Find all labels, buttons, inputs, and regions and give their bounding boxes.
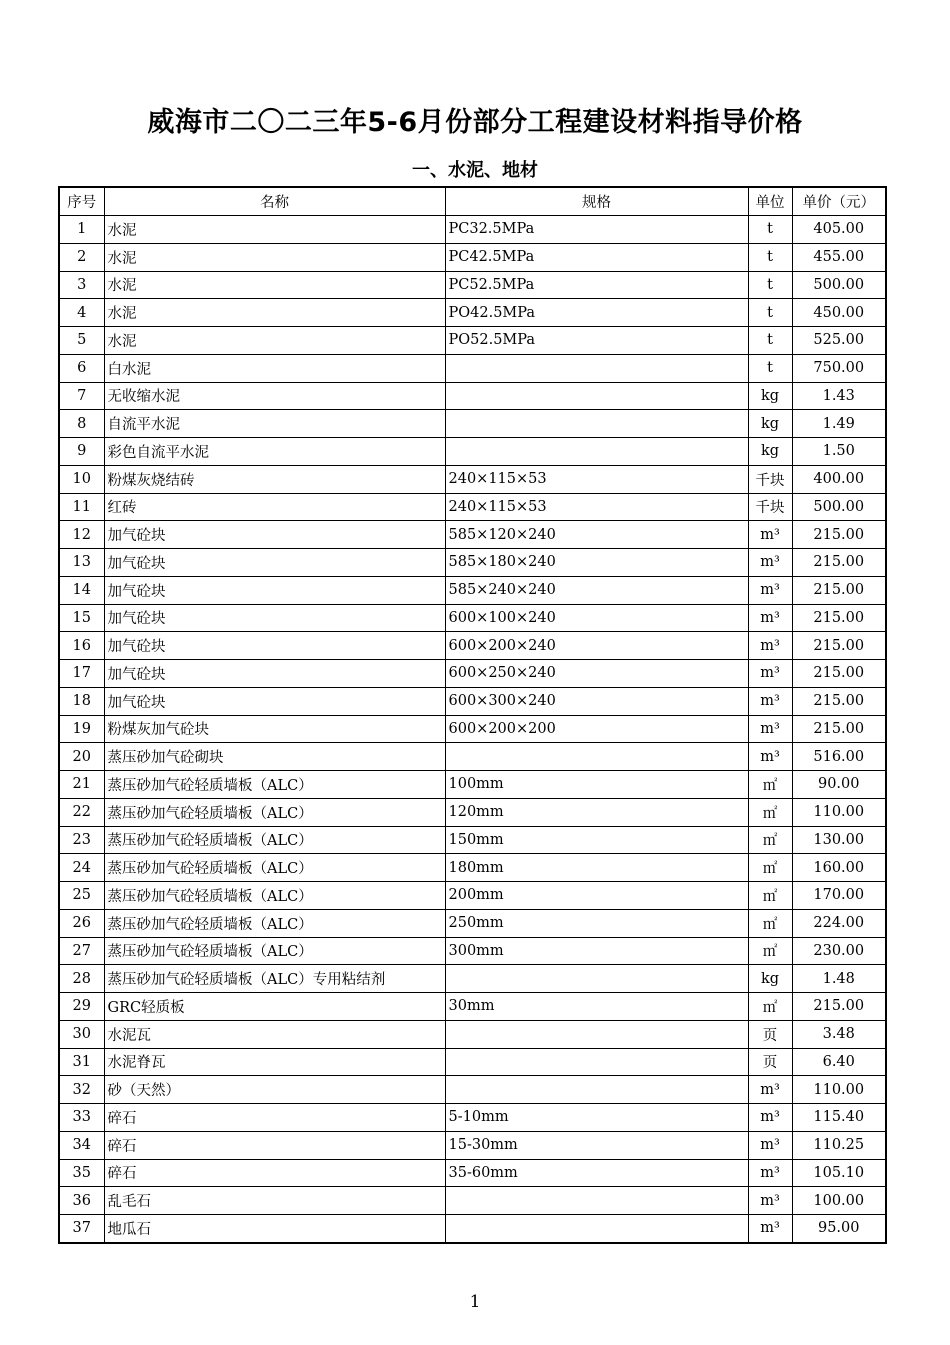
cell-spec (445, 1215, 748, 1243)
cell-no: 33 (59, 1104, 104, 1132)
cell-unit: ㎡ (748, 854, 792, 882)
cell-unit: m³ (748, 1187, 792, 1215)
cell-name: 蒸压砂加气砼轻质墙板（ALC） (104, 854, 445, 882)
cell-no: 3 (59, 271, 104, 299)
table-row (59, 715, 886, 743)
header-price: 单价（元） (792, 187, 886, 216)
cell-price: 500.00 (792, 271, 886, 299)
cell-price: 215.00 (792, 687, 886, 715)
cell-price: 525.00 (792, 327, 886, 355)
cell-spec (445, 354, 748, 382)
cell-no: 27 (59, 937, 104, 965)
cell-price: 500.00 (792, 493, 886, 521)
cell-spec: 100mm (445, 771, 748, 799)
cell-price: 230.00 (792, 937, 886, 965)
cell-no: 4 (59, 299, 104, 327)
table-row (59, 1104, 886, 1132)
table-row (59, 465, 886, 493)
table-row (59, 1159, 886, 1187)
cell-spec: 240×115×53 (445, 493, 748, 521)
cell-name: 乱毛石 (104, 1187, 445, 1215)
cell-price: 215.00 (792, 604, 886, 632)
cell-unit: t (748, 271, 792, 299)
cell-unit: kg (748, 965, 792, 993)
cell-no: 5 (59, 327, 104, 355)
cell-spec: 150mm (445, 826, 748, 854)
cell-spec: 15-30mm (445, 1131, 748, 1159)
header-name: 名称 (104, 187, 445, 216)
cell-price: 110.00 (792, 1076, 886, 1104)
cell-price: 90.00 (792, 771, 886, 799)
cell-name: 无收缩水泥 (104, 382, 445, 410)
cell-spec: 250mm (445, 909, 748, 937)
table-row (59, 604, 886, 632)
cell-unit: m³ (748, 660, 792, 688)
cell-price: 215.00 (792, 632, 886, 660)
cell-price: 100.00 (792, 1187, 886, 1215)
document-title: 威海市二〇二三年5-6月份部分工程建设材料指导价格 (147, 107, 803, 138)
cell-spec: 5-10mm (445, 1104, 748, 1132)
table-row (59, 1076, 886, 1104)
cell-unit: m³ (748, 632, 792, 660)
cell-price: 1.43 (792, 382, 886, 410)
cell-price: 115.40 (792, 1104, 886, 1132)
cell-unit: t (748, 327, 792, 355)
cell-unit: ㎡ (748, 798, 792, 826)
cell-unit: m³ (748, 743, 792, 771)
cell-name: 加气砼块 (104, 660, 445, 688)
cell-name: 加气砼块 (104, 521, 445, 549)
cell-spec: 30mm (445, 993, 748, 1021)
cell-no: 22 (59, 798, 104, 826)
cell-price: 224.00 (792, 909, 886, 937)
cell-name: 自流平水泥 (104, 410, 445, 438)
cell-name: 蒸压砂加气砼砌块 (104, 743, 445, 771)
cell-name: 彩色自流平水泥 (104, 438, 445, 466)
cell-unit: t (748, 216, 792, 244)
price-table (58, 186, 887, 1244)
cell-no: 29 (59, 993, 104, 1021)
cell-name: 水泥 (104, 327, 445, 355)
cell-name: 蒸压砂加气砼轻质墙板（ALC） (104, 909, 445, 937)
cell-unit: kg (748, 382, 792, 410)
cell-price: 110.00 (792, 798, 886, 826)
cell-spec: 120mm (445, 798, 748, 826)
table-row (59, 354, 886, 382)
cell-spec (445, 1187, 748, 1215)
cell-name: 碎石 (104, 1159, 445, 1187)
cell-price: 1.48 (792, 965, 886, 993)
cell-name: 蒸压砂加气砼轻质墙板（ALC） (104, 882, 445, 910)
cell-no: 28 (59, 965, 104, 993)
cell-spec: PO42.5MPa (445, 299, 748, 327)
cell-no: 7 (59, 382, 104, 410)
cell-unit: 千块 (748, 465, 792, 493)
cell-no: 10 (59, 465, 104, 493)
cell-price: 160.00 (792, 854, 886, 882)
cell-price: 750.00 (792, 354, 886, 382)
cell-price: 105.10 (792, 1159, 886, 1187)
table-row (59, 327, 886, 355)
cell-spec: 600×250×240 (445, 660, 748, 688)
cell-unit: m³ (748, 521, 792, 549)
cell-price: 110.25 (792, 1131, 886, 1159)
cell-unit: t (748, 354, 792, 382)
cell-unit: ㎡ (748, 909, 792, 937)
cell-no: 25 (59, 882, 104, 910)
cell-spec: 600×100×240 (445, 604, 748, 632)
cell-unit: 页 (748, 1048, 792, 1076)
cell-spec: 180mm (445, 854, 748, 882)
header-no: 序号 (59, 187, 104, 216)
table-row (59, 937, 886, 965)
cell-name: 红砖 (104, 493, 445, 521)
cell-name: 地瓜石 (104, 1215, 445, 1243)
cell-unit: t (748, 243, 792, 271)
cell-no: 1 (59, 216, 104, 244)
cell-unit: m³ (748, 1131, 792, 1159)
cell-spec: PO52.5MPa (445, 327, 748, 355)
cell-unit: m³ (748, 1104, 792, 1132)
cell-spec (445, 438, 748, 466)
cell-name: 粉煤灰加气砼块 (104, 715, 445, 743)
cell-spec: 600×300×240 (445, 687, 748, 715)
cell-no: 17 (59, 660, 104, 688)
table-row (59, 687, 886, 715)
page-number: 1 (469, 1292, 481, 1312)
cell-price: 215.00 (792, 993, 886, 1021)
cell-spec: 585×180×240 (445, 549, 748, 577)
table-row (59, 909, 886, 937)
table-row (59, 1215, 886, 1243)
cell-no: 13 (59, 549, 104, 577)
cell-spec: PC32.5MPa (445, 216, 748, 244)
section-title: 一、水泥、地材 (412, 160, 538, 181)
table-row (59, 854, 886, 882)
cell-unit: ㎡ (748, 937, 792, 965)
table-row (59, 299, 886, 327)
cell-price: 215.00 (792, 549, 886, 577)
cell-no: 37 (59, 1215, 104, 1243)
cell-name: 加气砼块 (104, 632, 445, 660)
cell-no: 32 (59, 1076, 104, 1104)
table-row (59, 965, 886, 993)
table-row (59, 632, 886, 660)
cell-unit: m³ (748, 576, 792, 604)
cell-name: 蒸压砂加气砼轻质墙板（ALC） (104, 937, 445, 965)
cell-price: 215.00 (792, 715, 886, 743)
table-row (59, 382, 886, 410)
cell-price: 516.00 (792, 743, 886, 771)
cell-name: 加气砼块 (104, 687, 445, 715)
cell-name: 加气砼块 (104, 576, 445, 604)
cell-price: 405.00 (792, 216, 886, 244)
cell-name: 水泥瓦 (104, 1020, 445, 1048)
cell-name: 碎石 (104, 1104, 445, 1132)
cell-no: 20 (59, 743, 104, 771)
cell-price: 215.00 (792, 521, 886, 549)
cell-spec: 585×240×240 (445, 576, 748, 604)
cell-spec: 600×200×240 (445, 632, 748, 660)
cell-price: 170.00 (792, 882, 886, 910)
cell-no: 6 (59, 354, 104, 382)
cell-unit: m³ (748, 1215, 792, 1243)
cell-unit: m³ (748, 687, 792, 715)
cell-unit: m³ (748, 715, 792, 743)
cell-no: 31 (59, 1048, 104, 1076)
table-row (59, 549, 886, 577)
table-row (59, 743, 886, 771)
cell-name: GRC轻质板 (104, 993, 445, 1021)
table-row (59, 410, 886, 438)
cell-no: 21 (59, 771, 104, 799)
table-row (59, 993, 886, 1021)
table-row (59, 771, 886, 799)
cell-name: 水泥 (104, 299, 445, 327)
cell-unit: ㎡ (748, 882, 792, 910)
cell-no: 26 (59, 909, 104, 937)
table-row (59, 243, 886, 271)
cell-name: 碎石 (104, 1131, 445, 1159)
cell-unit: m³ (748, 1076, 792, 1104)
cell-name: 水泥脊瓦 (104, 1048, 445, 1076)
cell-spec (445, 1076, 748, 1104)
cell-name: 白水泥 (104, 354, 445, 382)
table-row (59, 882, 886, 910)
cell-name: 加气砼块 (104, 549, 445, 577)
cell-unit: t (748, 299, 792, 327)
cell-no: 35 (59, 1159, 104, 1187)
cell-spec: 600×200×200 (445, 715, 748, 743)
table-row (59, 1131, 886, 1159)
cell-spec: PC42.5MPa (445, 243, 748, 271)
cell-price: 1.49 (792, 410, 886, 438)
cell-spec: 35-60mm (445, 1159, 748, 1187)
cell-no: 34 (59, 1131, 104, 1159)
cell-unit: 千块 (748, 493, 792, 521)
cell-spec (445, 965, 748, 993)
table-row (59, 1048, 886, 1076)
cell-spec (445, 410, 748, 438)
cell-unit: ㎡ (748, 826, 792, 854)
cell-price: 215.00 (792, 576, 886, 604)
cell-no: 36 (59, 1187, 104, 1215)
cell-name: 水泥 (104, 216, 445, 244)
cell-name: 蒸压砂加气砼轻质墙板（ALC） (104, 826, 445, 854)
cell-no: 16 (59, 632, 104, 660)
cell-no: 14 (59, 576, 104, 604)
cell-no: 12 (59, 521, 104, 549)
cell-name: 水泥 (104, 243, 445, 271)
cell-spec: 585×120×240 (445, 521, 748, 549)
cell-no: 19 (59, 715, 104, 743)
cell-spec: 300mm (445, 937, 748, 965)
cell-unit: m³ (748, 549, 792, 577)
cell-price: 215.00 (792, 660, 886, 688)
cell-price: 130.00 (792, 826, 886, 854)
table-row (59, 826, 886, 854)
cell-no: 11 (59, 493, 104, 521)
table-row (59, 1020, 886, 1048)
cell-no: 8 (59, 410, 104, 438)
cell-name: 蒸压砂加气砼轻质墙板（ALC） (104, 771, 445, 799)
cell-unit: ㎡ (748, 993, 792, 1021)
cell-spec (445, 743, 748, 771)
cell-name: 蒸压砂加气砼轻质墙板（ALC） (104, 798, 445, 826)
cell-unit: ㎡ (748, 771, 792, 799)
cell-price: 6.40 (792, 1048, 886, 1076)
table-row (59, 438, 886, 466)
table-header (59, 187, 886, 216)
cell-unit: kg (748, 410, 792, 438)
cell-spec: PC52.5MPa (445, 271, 748, 299)
cell-name: 蒸压砂加气砼轻质墙板（ALC）专用粘结剂 (104, 965, 445, 993)
cell-price: 450.00 (792, 299, 886, 327)
cell-name: 水泥 (104, 271, 445, 299)
cell-unit: kg (748, 438, 792, 466)
cell-no: 15 (59, 604, 104, 632)
cell-spec: 240×115×53 (445, 465, 748, 493)
cell-no: 30 (59, 1020, 104, 1048)
cell-no: 23 (59, 826, 104, 854)
header-spec: 规格 (445, 187, 748, 216)
cell-price: 400.00 (792, 465, 886, 493)
table-row (59, 1187, 886, 1215)
cell-no: 24 (59, 854, 104, 882)
cell-unit: 页 (748, 1020, 792, 1048)
cell-unit: m³ (748, 1159, 792, 1187)
table-row (59, 798, 886, 826)
cell-spec (445, 1020, 748, 1048)
cell-price: 95.00 (792, 1215, 886, 1243)
table-row (59, 576, 886, 604)
table-row (59, 660, 886, 688)
table-body (59, 216, 886, 1243)
table-row (59, 493, 886, 521)
cell-price: 1.50 (792, 438, 886, 466)
header-row (59, 187, 886, 216)
cell-price: 455.00 (792, 243, 886, 271)
table-row (59, 271, 886, 299)
cell-price: 3.48 (792, 1020, 886, 1048)
cell-spec: 200mm (445, 882, 748, 910)
cell-unit: m³ (748, 604, 792, 632)
cell-spec (445, 382, 748, 410)
cell-spec (445, 1048, 748, 1076)
table-row (59, 521, 886, 549)
cell-name: 加气砼块 (104, 604, 445, 632)
cell-no: 9 (59, 438, 104, 466)
table-row (59, 216, 886, 244)
header-unit: 单位 (748, 187, 792, 216)
cell-name: 砂（天然） (104, 1076, 445, 1104)
cell-no: 2 (59, 243, 104, 271)
cell-name: 粉煤灰烧结砖 (104, 465, 445, 493)
cell-no: 18 (59, 687, 104, 715)
